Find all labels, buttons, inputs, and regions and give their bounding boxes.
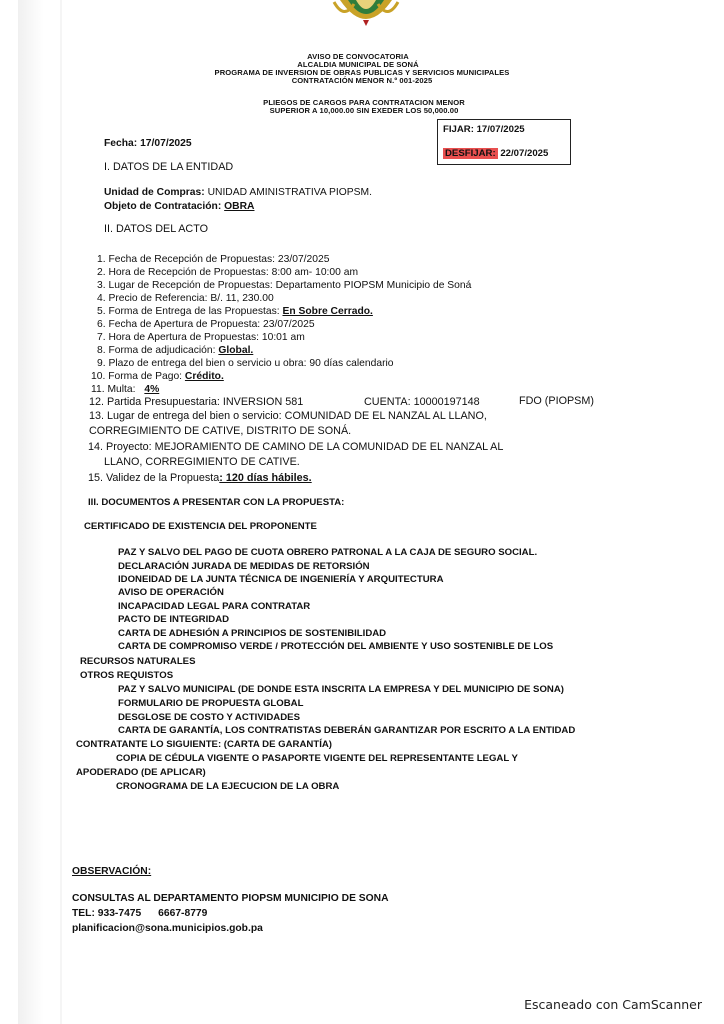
otros-item-continuation: CONTRATANTE LO SIGUIENTE: (CARTA DE GARANTÍA) bbox=[76, 739, 332, 750]
item-value: : 120 días hábiles. bbox=[219, 472, 312, 484]
doc-item: IDONEIDAD DE LA JUNTA TÉCNICA DE INGENIERÍA Y ARQUITECTURA bbox=[118, 574, 444, 585]
fecha-label: Fecha: bbox=[104, 138, 138, 149]
fecha-value: 17/07/2025 bbox=[140, 138, 192, 149]
telefono-2: 6667-8779 bbox=[158, 908, 208, 919]
item-label: Forma de adjudicación: bbox=[108, 345, 216, 356]
list-item bbox=[91, 371, 224, 382]
otros-item: CRONOGRAMA DE LA EJECUCION DE LA OBRA bbox=[116, 781, 340, 792]
list-item bbox=[97, 254, 329, 265]
item-text: Precio de Referencia: B/. 11, 230.00 bbox=[108, 293, 274, 304]
item-number: 1. bbox=[97, 254, 106, 265]
otros-requisitos-heading: OTROS REQUISTOS bbox=[80, 670, 174, 681]
item-text: Fecha de Recepción de Propuestas: 23/07/2025 bbox=[108, 254, 330, 265]
doc-item: PAZ Y SALVO DEL PAGO DE CUOTA OBRERO PATRONAL A LA CAJA DE SEGURO SOCIAL. bbox=[118, 547, 538, 558]
section2-title: II. DATOS DEL ACTO bbox=[104, 223, 208, 235]
desfijar-line bbox=[443, 148, 548, 159]
doc-item: CARTA DE ADHESIÓN A PRINCIPIOS DE SOSTENIBILIDAD bbox=[118, 628, 387, 639]
desfijar-label: DESFIJAR: bbox=[445, 148, 496, 159]
item-number: 10. bbox=[91, 371, 106, 382]
list-item bbox=[89, 410, 487, 422]
doc-item-continuation: RECURSOS NATURALES bbox=[80, 656, 196, 667]
doc-item: PACTO DE INTEGRIDAD bbox=[118, 614, 230, 625]
scan-fold-shadow bbox=[18, 0, 44, 1024]
list-item bbox=[97, 267, 358, 278]
item-text: Partida Presupuestaria: INVERSION 581 bbox=[107, 396, 304, 408]
scan-fold-line bbox=[60, 0, 62, 1024]
item-text: Hora de Recepción de Propuestas: 8:00 am- 10:00 am bbox=[108, 267, 359, 278]
item-number: 11. bbox=[91, 384, 105, 395]
list-item bbox=[97, 280, 471, 291]
unidad-label: Unidad de Compras: bbox=[104, 187, 205, 198]
item-number: 3. bbox=[97, 280, 106, 291]
list-item bbox=[89, 396, 303, 408]
list-item bbox=[88, 472, 312, 484]
fijar-value: 17/07/2025 bbox=[476, 124, 525, 135]
certificado-heading: CERTIFICADO DE EXISTENCIA DEL PROPONENTE bbox=[84, 521, 317, 532]
item-text: Fecha de Apertura de Propuesta: 23/07/2025 bbox=[108, 319, 315, 330]
list-item bbox=[97, 306, 373, 317]
item-label: Multa: bbox=[107, 384, 136, 395]
otros-item: COPIA DE CÉDULA VIGENTE O PASAPORTE VIGENTE DEL REPRESENTANTE LEGAL Y bbox=[116, 753, 518, 764]
consultas-text: CONSULTAS AL DEPARTAMENTO PIOPSM MUNICIPIO DE SONA bbox=[72, 893, 389, 904]
unidad-value: UNIDAD AMINISTRATIVA PIOPSM. bbox=[207, 187, 372, 198]
fijar-label: FIJAR: bbox=[443, 124, 474, 135]
list-item bbox=[97, 358, 394, 369]
list-item bbox=[97, 293, 274, 304]
otros-item-continuation: APODERADO (DE APLICAR) bbox=[76, 767, 206, 778]
cuenta-text: CUENTA: 10000197148 bbox=[364, 396, 480, 408]
item-number: 13. bbox=[89, 410, 105, 422]
item-number: 5. bbox=[97, 306, 106, 317]
telefono-1: TEL: 933-7475 bbox=[72, 908, 142, 919]
item-number: 9. bbox=[97, 358, 106, 369]
header-contratacion: CONTRATACIÓN MENOR N.º 001-2025 bbox=[291, 76, 433, 85]
item-value: Global. bbox=[218, 345, 254, 356]
item-text: Hora de Apertura de Propuestas: 10:01 am bbox=[108, 332, 305, 343]
item-number: 15. bbox=[88, 472, 104, 484]
otros-item: FORMULARIO DE PROPUESTA GLOBAL bbox=[118, 698, 304, 709]
item-label: Forma de Entrega de las Propuestas: bbox=[108, 306, 280, 317]
otros-item: PAZ Y SALVO MUNICIPAL (DE DONDE ESTA INSCRITA LA EMPRESA Y DEL MUNICIPIO DE SONA) bbox=[118, 684, 564, 695]
item-continuation: CORREGIMIENTO DE CATIVE, DISTRITO DE SONÁ. bbox=[89, 425, 352, 437]
otros-item: DESGLOSE DE COSTO Y ACTIVIDADES bbox=[118, 712, 300, 723]
item-number: 8. bbox=[97, 345, 106, 356]
header-alcaldia: ALCALDIA MUNICIPAL DE SONÁ bbox=[297, 60, 419, 69]
otros-item: CARTA DE GARANTÍA, LOS CONTRATISTAS DEBERÁN GARANTIZAR POR ESCRITO A LA ENTIDAD bbox=[118, 725, 576, 736]
item-text: Lugar de entrega del bien o servicio: COMUNIDAD DE EL NANZAL AL LLANO, bbox=[107, 410, 487, 422]
section3-title: III. DOCUMENTOS A PRESENTAR CON LA PROPUESTA: bbox=[88, 497, 345, 508]
item-label: Forma de Pago: bbox=[108, 371, 183, 382]
header-title: AVISO DE CONVOCATORIA bbox=[307, 52, 409, 61]
item-text: Plazo de entrega del bien o servicio u obra: 90 días calendario bbox=[108, 358, 394, 369]
item-number: 12. bbox=[89, 396, 105, 408]
list-item bbox=[97, 345, 253, 356]
item-text: Lugar de Recepción de Propuestas: Departamento PIOPSM Municipio de Soná bbox=[108, 280, 472, 291]
item-label: Validez de la Propuesta bbox=[106, 472, 220, 484]
doc-item: INCAPACIDAD LEGAL PARA CONTRATAR bbox=[118, 601, 311, 612]
item-number: 4. bbox=[97, 293, 106, 304]
objeto-value: OBRA bbox=[224, 201, 255, 212]
doc-item: DECLARACIÓN JURADA DE MEDIDAS DE RETORSIÓN bbox=[118, 561, 370, 572]
fecha-line bbox=[104, 138, 192, 149]
list-item bbox=[97, 319, 315, 330]
item-continuation: LLANO, CORREGIMIENTO DE CATIVE. bbox=[104, 456, 300, 468]
section1-title: I. DATOS DE LA ENTIDAD bbox=[104, 161, 234, 173]
doc-item: AVISO DE OPERACIÓN bbox=[118, 587, 224, 598]
item-number: 14. bbox=[88, 441, 104, 453]
item-number: 7. bbox=[97, 332, 106, 343]
list-item bbox=[88, 441, 503, 453]
email-text: planificacion@sona.municipios.gob.pa bbox=[72, 923, 263, 934]
observacion-title: OBSERVACIÓN: bbox=[72, 866, 152, 877]
municipal-seal-icon bbox=[330, 0, 402, 30]
item-number: 6. bbox=[97, 319, 106, 330]
fdo-text: FDO (PIOPSM) bbox=[519, 395, 594, 407]
doc-item: CARTA DE COMPROMISO VERDE / PROTECCIÓN DEL AMBIENTE Y USO SOSTENIBLE DE LOS bbox=[118, 641, 554, 652]
objeto-label: Objeto de Contratación: bbox=[104, 201, 222, 212]
list-item bbox=[91, 384, 159, 395]
header-programa: PROGRAMA DE INVERSION DE OBRAS PUBLICAS Y SERVICIOS MUNICIPALES bbox=[214, 68, 510, 77]
telefono-line bbox=[72, 908, 207, 919]
item-value: En Sobre Cerrado. bbox=[282, 306, 373, 317]
camscanner-footer: Escaneado con CamScanner bbox=[524, 997, 702, 1012]
desfijar-value: 22/07/2025 bbox=[500, 148, 549, 159]
header-pliegos: PLIEGOS DE CARGOS PARA CONTRATACION MENOR bbox=[263, 98, 465, 107]
item-number: 2. bbox=[97, 267, 106, 278]
item-value: 4% bbox=[144, 384, 160, 395]
fijar-line bbox=[443, 124, 525, 135]
objeto-contratacion bbox=[104, 201, 254, 212]
item-value: Crédito. bbox=[184, 371, 224, 382]
header-monto: SUPERIOR A 10,000.00 SIN EXEDER LOS 50,000.00 bbox=[269, 106, 459, 115]
list-item bbox=[97, 332, 305, 343]
item-text: Proyecto: MEJORAMIENTO DE CAMINO DE LA COMUNIDAD DE EL NANZAL AL bbox=[106, 441, 504, 453]
unidad-compras bbox=[104, 187, 372, 198]
